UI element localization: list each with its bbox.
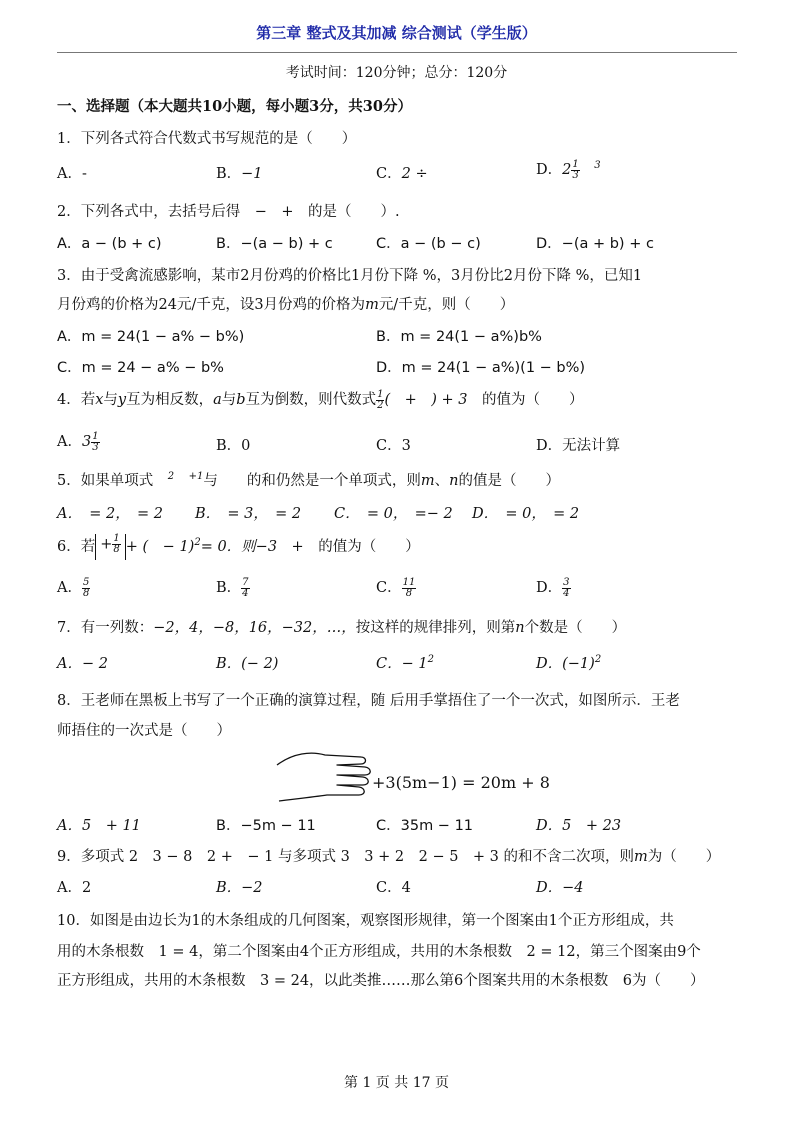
question-3-line-1: 3．由于受禽流感影响，某市2月份鸡的价格比1月份下降 %，3月份比2月份下降 %，已知1 [57,268,643,284]
q4-option-a: A．3 $\frac{1}{3}$ [57,430,99,453]
q1-option-c: C．2 ÷ [376,166,428,182]
q3-option-d: D．m = 24(1 − a%)(1 − b%) [376,360,586,376]
q7-option-a: A．− 2 [57,656,108,672]
hand-figure [275,745,550,815]
q6-option-d: D． $\frac{3}{4}$ [536,576,570,599]
q2-option-d: D．−(a + b) + c [536,236,654,252]
q5-option-d: D． = 0， = 2 [472,506,580,522]
q9-option-c: C．4 [376,880,411,896]
q1-option-a: A．- [57,166,87,182]
question-8-line-2: 师捂住的一次式是（ ） [57,723,231,739]
q8-option-d: D．5 + 23 [536,818,622,834]
q8-option-a: A．5 + 11 [57,818,141,834]
title-divider [57,52,737,53]
question-10-line-1: 10．如图是由边长为1的木条组成的几何图案，观察图形规律，第一个图案由1个正方形组成，共 [57,913,674,929]
q8-option-c: C．35m − 11 [376,818,474,834]
q4-option-b: B．0 [216,438,251,454]
section-heading: 一、选择题（本大题共10小题，每小题3分，共30分） [57,98,412,115]
q3-option-c: C．m = 24 − a% − b% [57,360,224,376]
q8-option-b: B．−5m − 11 [216,818,316,834]
page-number: 第 1 页 共 17 页 [344,1075,449,1091]
q6-option-b: B． $\frac{7}{4}$ [216,576,249,599]
q1-option-d: D．2 $\frac{1}{3}$ $^3$ [536,158,601,181]
q7-option-d: D．$(-1)^2$ [536,654,602,672]
q5-option-a: A． = 2， = 2 [57,506,163,522]
exam-info: 考试时间：120分钟；总分：120分 [285,65,508,81]
q3-option-b: B．m = 24(1 − a%)b% [376,329,542,345]
question-4-stem: 4．若x与y互为相反数，a与b互为倒数，则代数式 $\frac{1}{2}$ ( + ) + 3 的值为（ ） [57,388,584,411]
figure-equation: +3(5m−1) = 20m + 8 [372,773,550,792]
q2-option-a: A．a − (b + c) [57,236,162,252]
q6-option-a: A． $\frac{5}{8}$ [57,576,90,599]
q9-option-b: B．−2 [216,880,263,896]
q7-option-b: B．(− 2) [216,656,279,672]
question-2-stem: 2．下列各式中，去括号后得 − + 的是（ ）. [57,204,400,220]
q4-option-d: D．无法计算 [536,438,621,454]
q2-option-c: C．a − (b − c) [376,236,481,252]
q1-option-b: B．−1 [216,166,263,182]
question-10-line-3: 正方形组成，共用的木条根数 3 = 24，以此类推……那么第6个图案共用的木条根数 6为（ ） [57,973,705,989]
absolute-value-bars: + $\frac{1}{8}$ [95,534,126,560]
question-10-line-2: 用的木条根数 1 = 4，第二个图案由4个正方形组成，共用的木条根数 2 = 12，第三个图案由9个 [57,944,701,960]
question-3-line-2: 月份鸡的价格为24元/千克，设3月份鸡的价格为m元/千克，则（ ） [57,297,515,313]
q6-option-c: C． $\frac{11}{8}$ [376,576,416,599]
q2-option-b: B．−(a − b) + c [216,236,333,252]
q4-option-c: C．3 [376,438,411,454]
question-8-line-1: 8．王老师在黑板上书写了一个正确的演算过程，随 后用手掌捂住了一个一次式，如图所示．王老 [57,693,680,709]
q5-option-c: C． = 0， =− 2 [334,506,453,522]
question-5-stem: 5．如果单项式 $^2$ $^{+1}$与 的和仍然是一个单项式，则m、n的值是（ ） [57,471,560,489]
question-6-stem: 6．若 + $\frac{1}{8}$ + ( − 1)$^2$= 0．则−3 + 的值为（ ） [57,534,420,560]
question-7-stem: 7．有一列数：−2，4，−8，16，−32，…，按这样的规律排列，则第n个数是（ ） [57,620,627,636]
question-1-stem: 1．下列各式符合代数式书写规范的是（ ） [57,131,357,147]
question-9-stem: 9．多项式 2 3 − 8 2 + − 1 与多项式 3 3 + 2 2 − 5 + 3 的和不含二次项，则m为（ ） [57,849,721,865]
q9-option-a: A．2 [57,880,92,896]
q7-option-c: C．− $1^2$ [376,654,434,672]
document-title: 第三章 整式及其加减 综合测试（学生版） [256,24,537,42]
q3-option-a: A．m = 24(1 − a% − b%) [57,329,245,345]
q5-option-b: B． = 3， = 2 [195,506,302,522]
q9-option-d: D．−4 [536,880,584,896]
